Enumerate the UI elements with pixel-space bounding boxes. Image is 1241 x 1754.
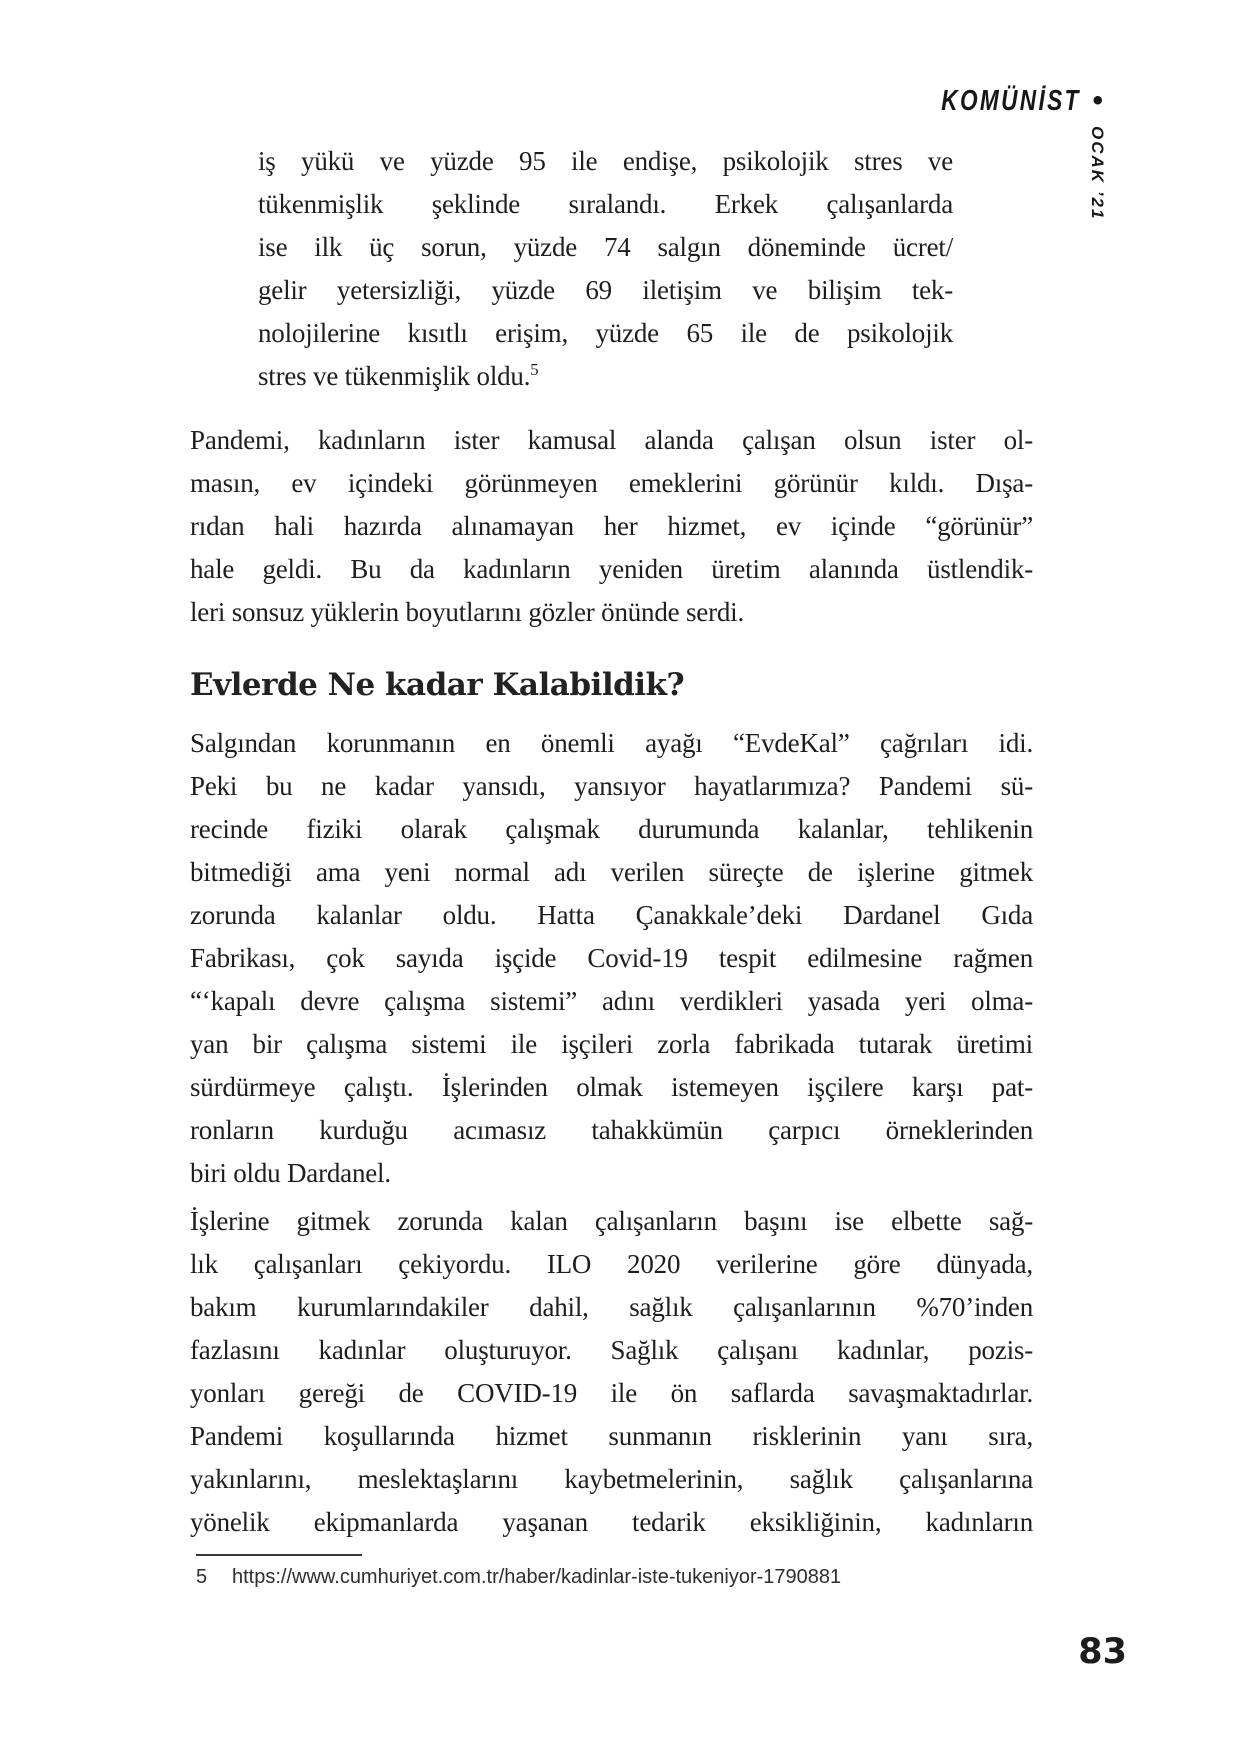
page-number: 83 xyxy=(1078,1632,1127,1672)
text-line: fazlasını kadınlar oluşturuyor. Sağlık çalışanı kadınlar, pozis- xyxy=(190,1335,1033,1365)
text-line: ronların kurduğu acımasız tahakkümün çarpıcı örneklerinden xyxy=(190,1115,1033,1145)
magazine-title: KOMÜNİST xyxy=(941,84,1081,117)
paragraph xyxy=(190,1200,1033,1544)
text-line: yan bir çalışma sistemi ile işçileri zorla fabrikada tutarak üretimi xyxy=(190,1029,1033,1059)
paragraph xyxy=(190,722,1033,1195)
text-line: bakım kurumlarındakiler dahil, sağlık çalışanlarının %70’inden xyxy=(190,1292,1033,1322)
blockquote-last-line: stres ve tükenmişlik oldu. xyxy=(258,361,531,391)
text-line: yakınlarını, meslektaşlarını kaybetmelerinin, sağlık çalışanlarına xyxy=(190,1464,1033,1494)
text-line: Peki bu ne kadar yansıdı, yansıyor hayatlarımıza? Pandemi sü- xyxy=(190,771,1033,801)
text-line xyxy=(258,355,953,398)
text-line: İşlerine gitmek zorunda kalan çalışanların başını ise elbette sağ- xyxy=(190,1206,1033,1236)
text-line: lık çalışanları çekiyordu. ILO 2020 verilerine göre dünyada, xyxy=(190,1249,1033,1279)
text-line: ise ilk üç sorun, yüzde 74 salgın döneminde ücret/ xyxy=(258,232,953,262)
footnote-url: https://www.cumhuriyet.com.tr/haber/kadinlar-iste-tukeniyor-1790881 xyxy=(232,1566,842,1588)
text-line: zorunda kalanlar oldu. Hatta Çanakkale’deki Dardanel Gıda xyxy=(190,900,1033,930)
issue-date-vertical: OCAK ’21 xyxy=(1088,126,1107,221)
text-line: gelir yetersizliği, yüzde 69 iletişim ve bilişim tek- xyxy=(258,275,953,305)
blockquote-lines xyxy=(258,140,953,355)
paragraph xyxy=(190,419,1033,634)
text-column xyxy=(190,140,1033,1544)
text-line: Fabrikası, çok sayıda işçide Covid-19 tespit edilmesine rağmen xyxy=(190,943,1033,973)
footnote-entry xyxy=(196,1564,956,1590)
text-line: bitmediği ama yeni normal adı verilen süreçte de işlerine gitmek xyxy=(190,857,1033,887)
text-line: Salgından korunmanın en önemli ayağı “EvdeKal” çağrıları idi. xyxy=(190,728,1033,758)
text-line: rıdan hali hazırda alınamayan her hizmet, ev içinde “görünür” xyxy=(190,511,1033,541)
text-line: Pandemi, kadınların ister kamusal alanda çalışan olsun ister ol- xyxy=(190,425,1033,455)
text-line: masın, ev içindeki görünmeyen emeklerini görünür kıldı. Dışa- xyxy=(190,468,1033,498)
text-line: nolojilerine kısıtlı erişim, yüzde 65 ile de psikolojik xyxy=(258,318,953,348)
text-line: “‘kapalı devre çalışma sistemi” adını verdikleri yasada yeri olma- xyxy=(190,986,1033,1016)
blockquote xyxy=(258,140,953,398)
footnote-rule xyxy=(196,1554,362,1556)
text-line: hale geldi. Bu da kadınların yeniden üretim alanında üstlendik- xyxy=(190,554,1033,584)
footnote-number: 5 xyxy=(196,1566,208,1588)
bullet-icon: • xyxy=(1092,84,1103,117)
section-heading: Evlerde Ne kadar Kalabildik? xyxy=(190,667,685,703)
text-line: tükenmişlik şeklinde sıralandı. Erkek çalışanlarda xyxy=(258,189,953,219)
footnote-reference: 5 xyxy=(530,360,539,379)
text-line: recinde fiziki olarak çalışmak durumunda kalanlar, tehlikenin xyxy=(190,814,1033,844)
magazine-header xyxy=(902,84,1103,118)
text-line: iş yükü ve yüzde 95 ile endişe, psikolojik stres ve xyxy=(258,146,953,176)
text-line: sürdürmeye çalıştı. İşlerinden olmak istemeyen işçilere karşı pat- xyxy=(190,1072,1033,1102)
text-line: biri oldu Dardanel. xyxy=(190,1158,391,1188)
text-line: yönelik ekipmanlarda yaşanan tedarik eksikliğinin, kadınların xyxy=(190,1507,1033,1537)
text-line: yonları gereği de COVID-19 ile ön saflarda savaşmaktadırlar. xyxy=(190,1378,1033,1408)
text-line: leri sonsuz yüklerin boyutlarını gözler önünde serdi. xyxy=(190,597,745,627)
footnote xyxy=(196,1554,956,1590)
text-line: Pandemi koşullarında hizmet sunmanın risklerinin yanı sıra, xyxy=(190,1421,1033,1451)
